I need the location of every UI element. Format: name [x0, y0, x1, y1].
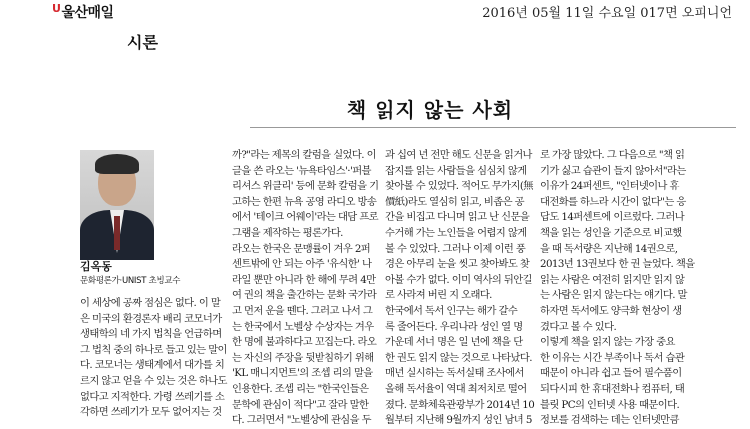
article-text-line: 센트밖에 안 되는 아주 '유식한' 나 [232, 258, 372, 271]
article-text-line: 월부터 지난해 9월까지 성인 남녀 5 [385, 414, 532, 427]
article-text-line: 대전화를 하느라 시간이 없다"는 응 [540, 195, 686, 208]
masthead [52, 2, 742, 22]
article-text-line: 하자면 독서에도 양극화 현상이 생 [540, 304, 682, 317]
article-text-line: 그램을 제작하는 평론가다. [232, 226, 343, 239]
article-text-line: 인용한다. 조셉 리는 "한국인들은 [232, 382, 369, 395]
article-text-line: 올해 독서율이 역대 최저치로 떨어 [385, 382, 527, 395]
article-text-line: 매년 실시하는 독서실태 조사에서 [385, 367, 524, 380]
article-text-line: 잡지를 읽는 사람들을 심심치 않게 [385, 164, 527, 177]
article-text-line: 까?"라는 제목의 칼럼을 실었다. 이 [232, 149, 376, 161]
article-text-line: 기가 싫고 습관이 들지 않아서"라는 [540, 164, 686, 177]
article-text-line: 그 법칙 중의 하나로 들고 있는 말이 [80, 343, 227, 356]
article-text-line: 로 가장 많았다. 그 다음으로 "책 읽 [540, 149, 685, 161]
newspaper-logo [52, 2, 114, 22]
article-text-line: 찾아볼 수 있었다. 적어도 무가지(無 [385, 180, 533, 193]
article-text-line: 한 권도 읽지 않는 것으로 나타났다. [385, 351, 532, 364]
article-text-line: 블릿 PC의 인터넷 사용 때문이다. [540, 398, 680, 411]
article-text-line: 한 명에 불과하다고 꼬집는다. 라오 [232, 336, 377, 349]
article-text-line: 정보를 검색하는 데는 인터넷만큼 [540, 414, 679, 427]
article-text-line: 2013년 13권보다 한 권 늘었다. 책을 [540, 258, 695, 271]
article-text-line: 고하는 한편 뉴욕 공영 라디오 방송 [232, 195, 377, 208]
article-text-line: 책을 읽는 성인을 기준으로 비교했 [540, 226, 682, 239]
article-headline: 책 읽지 않는 사회 [346, 98, 514, 122]
article-text-line: 록 줄어든다. 우리나라 성인 열 명 [385, 320, 523, 333]
article-text-line: 다. 코모너는 생태계에서 대가를 치 [80, 359, 225, 372]
article-text-line: 이렇게 책을 읽지 않는 가장 중요 [540, 336, 675, 349]
article-text-line: 라오는 한국은 문맹률이 겨우 2퍼 [232, 242, 371, 255]
article-text-line: 경은 아무리 눈을 씻고 찾아봐도 찾 [385, 258, 530, 271]
article-text-line: 문학에 관심이 적다"고 잘라 말한 [232, 398, 369, 411]
dateline: 2016년 05월 11일 수요일 017면 오피니언 [482, 6, 732, 21]
article-text-line: 는 자신의 주장을 뒷받침하기 위해 [232, 351, 374, 364]
article-text-line: 價紙)라도 열심히 읽고, 비좁은 공 [385, 195, 524, 208]
article-text-line: 고 먼저 운을 뗀다. 그러고 나서 그 [232, 304, 373, 317]
author-photo [80, 150, 154, 253]
article-column-4 [540, 148, 695, 429]
article-text-line: 겼다고 볼 수 있다. [540, 320, 617, 333]
logo-text: 울산매일 [61, 5, 114, 21]
article-text-line: 수거해 가는 노인들을 어렵지 않게 [385, 226, 527, 239]
article-text-line: 는 한국에서 노벨상 수상자는 겨우 [232, 320, 374, 333]
author-title: 문화평론가·UNIST 초빙교수 [80, 276, 181, 286]
author-name: 김옥동 [80, 260, 112, 273]
article-text-line: 졌다. 문화체육관광부가 2014년 10 [385, 398, 535, 411]
article-text-line: 과 십여 년 전만 해도 신문을 읽거나 [385, 149, 532, 161]
article-text-line: 글을 쓴 라오는 '뉴욕타임스'·'퍼블 [232, 164, 371, 177]
article-text-line: 때문이 아니라 쉽고 들어 필수품이 [540, 367, 682, 380]
article-text-line: 에서 '테이크 어웨이'라는 대담 프로 [232, 211, 379, 224]
logo-mark: U [52, 2, 61, 15]
article-text-line: 되다시피 한 휴대전화나 컴퓨터, 태 [540, 382, 685, 395]
article-text-line: 여 권의 책을 출간하는 문화 국가라 [232, 289, 377, 302]
article-column-1 [80, 296, 230, 421]
article-text-line: 은 미국의 환경론자 배리 코모너가 [80, 312, 222, 325]
article-text-line: 간을 비집고 다니며 읽고 난 신문을 [385, 211, 530, 224]
article-text-line: 리셔스 위클리' 등에 문화 칼럼을 기 [232, 180, 379, 193]
article-text-line: 볼 수 있었다. 그러나 이제 이런 풍 [385, 242, 526, 255]
article-text-line: 'KL 매니지먼트'의 조셉 리의 말을 [232, 367, 373, 380]
section-label: 시론 [127, 33, 158, 52]
article-text-line: 이 세상에 공짜 점심은 없다. 이 말 [80, 297, 221, 309]
article-text-line: 이유가 24퍼센트, "인터넷이나 휴 [540, 180, 679, 193]
headline-divider [250, 127, 736, 128]
article-text-line: 가운데 서너 명은 일 년에 책을 단 [385, 336, 523, 349]
article-text-line: 르지 않고 얻을 수 있는 것은 하나도 [80, 374, 227, 387]
article-text-line: 읽는 사람은 여전히 읽지만 읽지 않 [540, 273, 685, 286]
article-text-line: 한국에서 독서 인구는 해가 갈수 [385, 304, 518, 317]
article-text-line: 한 이유는 시간 부족이나 독서 습관 [540, 351, 685, 364]
article-text-line: 라일 뿐만 아니라 한 해에 무려 4만 [232, 273, 376, 286]
article-column-3 [385, 148, 535, 429]
article-text-line: 는 사람은 읽지 않는다는 얘기다. 말 [540, 289, 687, 302]
article-text-line: 로 사라져 버린 지 오래다. [385, 289, 492, 302]
article-text-line: 답도 14퍼센트에 이르렀다. 그러나 [540, 211, 685, 224]
article-text-line: 다. 그러면서 "노벨상에 관심을 두 [232, 414, 372, 427]
article-text-line: 아볼 수가 없다. 이미 역사의 뒤안길 [385, 273, 532, 286]
article-text-line: 을 때 독서량은 지난해 14권으로, [540, 242, 678, 255]
article-text-line: 각하면 쓰레기가 모두 없어지는 것 [80, 406, 222, 419]
article-text-line: 생태학의 네 가지 법칙을 언급하며 [80, 328, 222, 341]
article-text-line: 없다고 지적한다. 가령 쓰레기를 소 [80, 390, 225, 403]
article-column-2 [232, 148, 379, 429]
